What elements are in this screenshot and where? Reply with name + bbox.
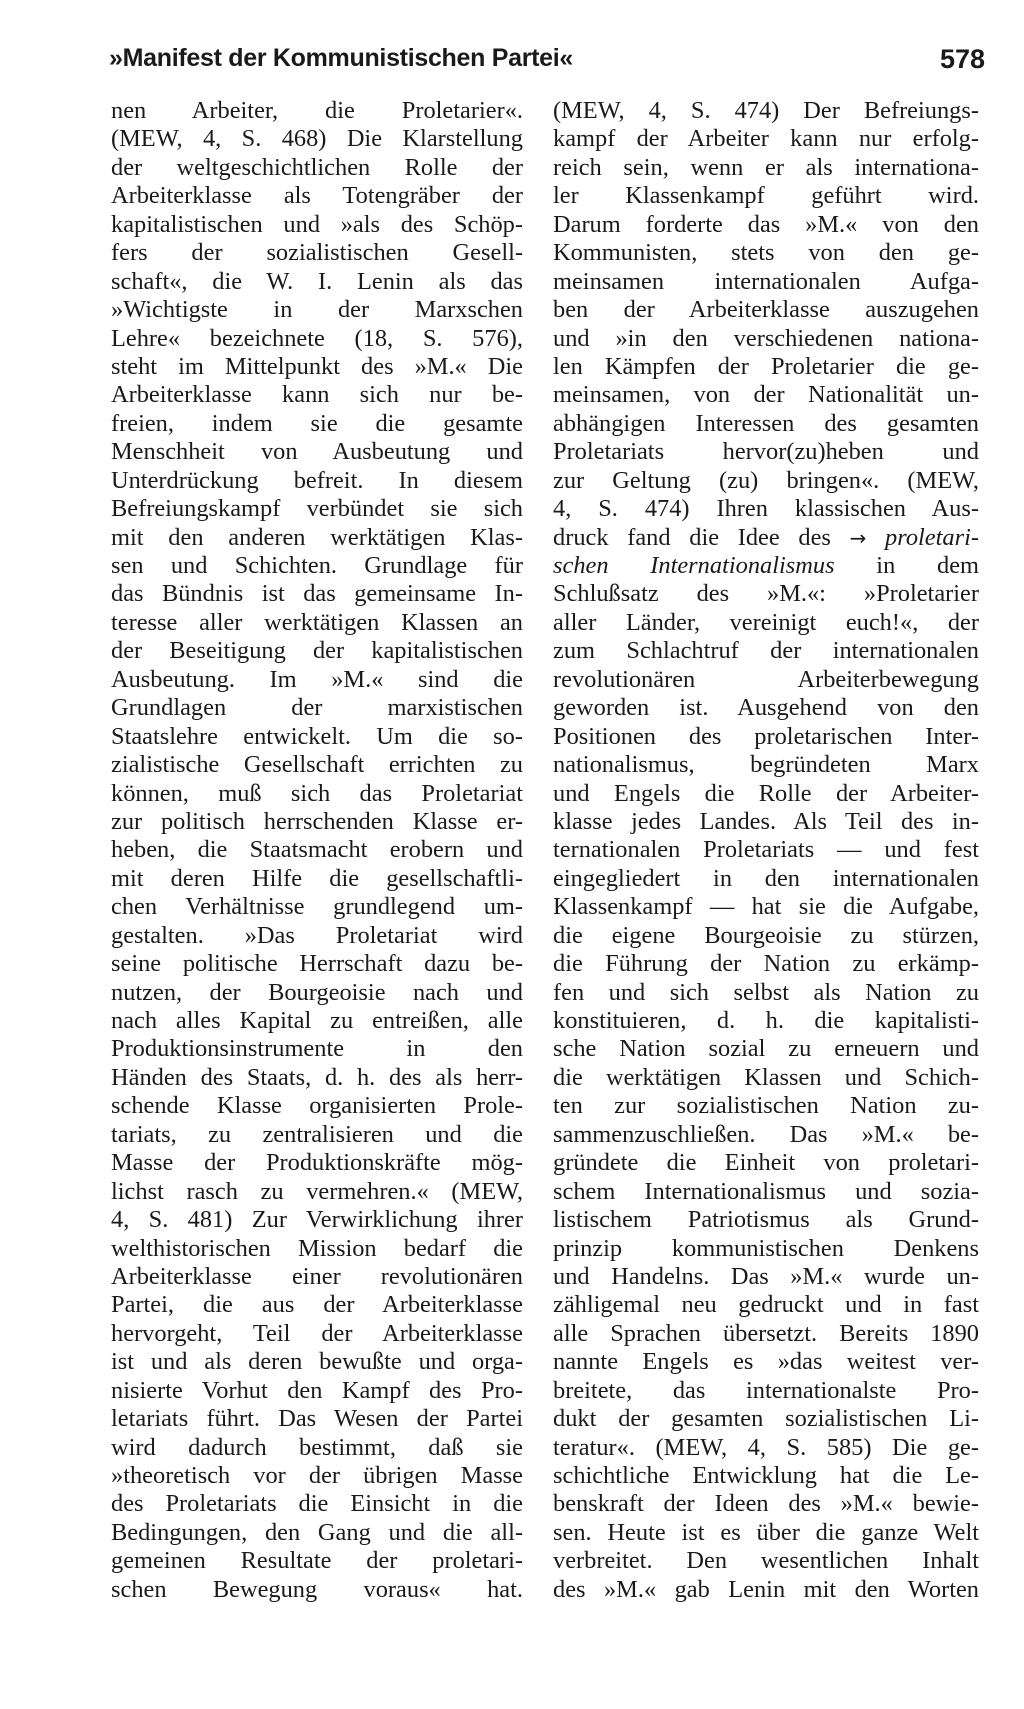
text-line: geworden ist. Ausgehend von den <box>553 694 979 722</box>
text-line: Grundlagen der marxistischen <box>111 694 523 722</box>
text-line: 4, S. 481) Zur Verwirklichung ihrer <box>111 1206 523 1234</box>
text-line: nisierte Vorhut den Kampf des Pro- <box>111 1376 523 1404</box>
text-line: teresse aller werktätigen Klassen an <box>111 608 523 636</box>
text-line: ist und als deren bewußte und orga- <box>111 1348 523 1376</box>
text-line: wird dadurch bestimmt, daß sie <box>111 1433 523 1461</box>
text-line: tariats, zu zentralisieren und die <box>111 1120 523 1148</box>
text-line: listischem Patriotismus als Grund- <box>553 1206 979 1234</box>
text-line: und »in den verschiedenen nationa- <box>553 324 979 352</box>
text-run: druck fand die Idee des <box>553 523 850 551</box>
cross-reference-arrow-icon: → <box>849 525 867 550</box>
text-line: fers der sozialistischen Gesell- <box>111 239 523 267</box>
text-line: Kommunisten, stets von den ge- <box>553 239 979 267</box>
text-line: nutzen, der Bourgeoisie nach und <box>111 978 523 1006</box>
text-line: (MEW, 4, S. 474) Der Befreiungs- <box>553 97 979 124</box>
text-line: ternationalen Proletariats — und fest <box>553 836 979 864</box>
text-line: nach alles Kapital zu entreißen, alle <box>111 1007 523 1034</box>
text-line: benskraft der Ideen des »M.« bewie- <box>553 1490 979 1518</box>
text-line: schende Klasse organisierten Prole- <box>111 1092 523 1120</box>
text-line: Proletariats hervor(zu)heben und <box>553 438 979 466</box>
text-line: eingegliedert in den internationalen <box>553 864 979 892</box>
text-line: schen Bewegung voraus« hat. <box>111 1575 523 1603</box>
text-line: meinsamen, von der Nationalität un- <box>553 381 979 409</box>
text-line: sen und Schichten. Grundlage für <box>111 552 523 579</box>
text-line: reich sein, wenn er als internationa- <box>553 153 979 181</box>
text-line: heben, die Staatsmacht erobern und <box>111 836 523 864</box>
text-line: des Proletariats die Einsicht in die <box>111 1490 523 1518</box>
text-line: Partei, die aus der Arbeiterklasse <box>111 1291 523 1319</box>
text-line: sen. Heute ist es über die ganze Welt <box>553 1518 979 1546</box>
text-line: »Wichtigste in der Marxschen <box>111 296 523 324</box>
text-line: mit den anderen werktätigen Klas- <box>111 523 523 551</box>
text-line: kampf der Arbeiter kann nur erfolg- <box>553 125 979 153</box>
text-line: der weltgeschichtlichen Rolle der <box>111 153 523 181</box>
text-line: zum Schlachtruf der internationalen <box>553 637 979 665</box>
text-line: Arbeiterklasse einer revolutionären <box>111 1262 523 1290</box>
text-line: ben der Arbeiterklasse auszugehen <box>553 296 979 324</box>
left-text-column <box>111 97 523 1604</box>
text-line: kapitalistischen und »als des Schöp- <box>111 210 523 238</box>
text-line: zur Geltung (zu) bringen«. (MEW, <box>553 466 979 494</box>
text-line: Klassenkampf — hat sie die Aufgabe, <box>553 893 979 921</box>
text-line: Arbeiterklasse als Totengräber der <box>111 182 523 210</box>
text-line: zur politisch herrschenden Klasse er- <box>111 807 523 835</box>
text-line: Arbeiterklasse kann sich nur be- <box>111 381 523 409</box>
text-line: breitete, das internationalste Pro- <box>553 1376 979 1404</box>
text-line: Händen des Staats, d. h. des als herr- <box>111 1063 523 1091</box>
text-line: Schlußsatz des »M.«: »Proletarier <box>553 580 979 608</box>
text-line: prinzip kommunistischen Denkens <box>553 1234 979 1262</box>
text-line: zialistische Gesellschaft errichten zu <box>111 751 523 779</box>
page-header <box>109 44 985 86</box>
text-line: nen Arbeiter, die Proletarier«. <box>111 97 523 124</box>
text-line: fen und sich selbst als Nation zu <box>553 978 979 1006</box>
text-line <box>553 524 979 552</box>
text-line: Menschheit von Ausbeutung und <box>111 438 523 466</box>
text-line: die eigene Bourgeoisie zu stürzen, <box>553 921 979 949</box>
text-line: dukt der gesamten sozialistischen Li- <box>553 1405 979 1433</box>
text-line: Darum forderte das »M.« von den <box>553 210 979 238</box>
text-line: sche Nation sozial zu erneuern und <box>553 1035 979 1063</box>
text-line: alle Sprachen übersetzt. Bereits 1890 <box>553 1319 979 1347</box>
text-line: klasse jedes Landes. Als Teil des in- <box>553 807 979 835</box>
text-line: meinsamen internationalen Aufga- <box>553 267 979 295</box>
text-line: Ausbeutung. Im »M.« sind die <box>111 665 523 693</box>
text-line: revolutionären Arbeiterbewegung <box>553 665 979 693</box>
text-line: Unterdrückung befreit. In diesem <box>111 466 523 494</box>
text-line: welthistorischen Mission bedarf die <box>111 1234 523 1262</box>
text-line: die werktätigen Klassen und Schich- <box>553 1063 979 1091</box>
text-line: schichtliche Entwicklung hat die Le- <box>553 1462 979 1489</box>
right-text-column <box>553 97 979 1604</box>
text-line: können, muß sich das Proletariat <box>111 779 523 807</box>
text-line: ten zur sozialistischen Nation zu- <box>553 1092 979 1120</box>
text-line: mit deren Hilfe die gesellschaftli- <box>111 864 523 892</box>
text-line: abhängigen Interessen des gesamten <box>553 409 979 437</box>
text-line: Befreiungskampf verbündet sie sich <box>111 495 523 523</box>
text-line: und Engels die Rolle der Arbeiter- <box>553 779 979 807</box>
cross-reference-term: schen Internationalismus <box>553 552 835 579</box>
text-line: Produktionsinstrumente in den <box>111 1035 523 1063</box>
text-line: nationalismus, begründeten Marx <box>553 751 979 779</box>
cross-reference-term: proletari- <box>885 523 979 551</box>
text-line: Bedingungen, den Gang und die all- <box>111 1518 523 1546</box>
text-line: teratur«. (MEW, 4, S. 585) Die ge- <box>553 1433 979 1461</box>
text-line: der Beseitigung der kapitalistischen <box>111 637 523 665</box>
text-line: hervorgeht, Teil der Arbeiterklasse <box>111 1319 523 1347</box>
text-line: letariats führt. Das Wesen der Partei <box>111 1405 523 1433</box>
text-line: lichst rasch zu vermehren.« (MEW, <box>111 1177 523 1205</box>
text-line: schem Internationalismus und sozia- <box>553 1177 979 1205</box>
text-line: len Kämpfen der Proletarier die ge- <box>553 352 979 380</box>
running-title: »Manifest der Kommunistischen Partei« <box>109 44 574 72</box>
text-line: Masse der Produktionskräfte mög- <box>111 1149 523 1177</box>
text-line: konstituieren, d. h. die kapitalisti- <box>553 1007 979 1034</box>
text-line: und Handelns. Das »M.« wurde un- <box>553 1262 979 1290</box>
text-line: das Bündnis ist das gemeinsame In- <box>111 580 523 608</box>
text-line: ler Klassenkampf geführt wird. <box>553 182 979 210</box>
text-run: in dem <box>834 552 979 579</box>
text-line: seine politische Herrschaft dazu be- <box>111 950 523 978</box>
text-line: Staatslehre entwickelt. Um die so- <box>111 722 523 750</box>
text-line: steht im Mittelpunkt des »M.« Die <box>111 352 523 380</box>
text-line: zähligemal neu gedruckt und in fast <box>553 1291 979 1319</box>
text-line: schaft«, die W. I. Lenin als das <box>111 267 523 295</box>
text-line: sammenzuschließen. Das »M.« be- <box>553 1120 979 1148</box>
text-line: gemeinen Resultate der proletari- <box>111 1547 523 1575</box>
text-line: die Führung der Nation zu erkämp- <box>553 950 979 978</box>
text-line: Positionen des proletarischen Inter- <box>553 722 979 750</box>
text-line: gestalten. »Das Proletariat wird <box>111 921 523 949</box>
text-line: nannte Engels es »das weitest ver- <box>553 1348 979 1376</box>
text-line: aller Länder, vereinigt euch!«, der <box>553 608 979 636</box>
text-line: Lehre« bezeichnete (18, S. 576), <box>111 324 523 352</box>
text-line: »theoretisch vor der übrigen Masse <box>111 1462 523 1489</box>
text-line: (MEW, 4, S. 468) Die Klarstellung <box>111 125 523 153</box>
text-line: 4, S. 474) Ihren klassischen Aus- <box>553 495 979 523</box>
text-line: chen Verhältnisse grundlegend um- <box>111 893 523 921</box>
text-line: des »M.« gab Lenin mit den Worten <box>553 1575 979 1603</box>
text-line <box>553 552 979 580</box>
page-number: 578 <box>939 44 985 74</box>
text-line: gründete die Einheit von proletari- <box>553 1149 979 1177</box>
text-line: freien, indem sie die gesamte <box>111 409 523 437</box>
text-line: verbreitet. Den wesentlichen Inhalt <box>553 1547 979 1575</box>
